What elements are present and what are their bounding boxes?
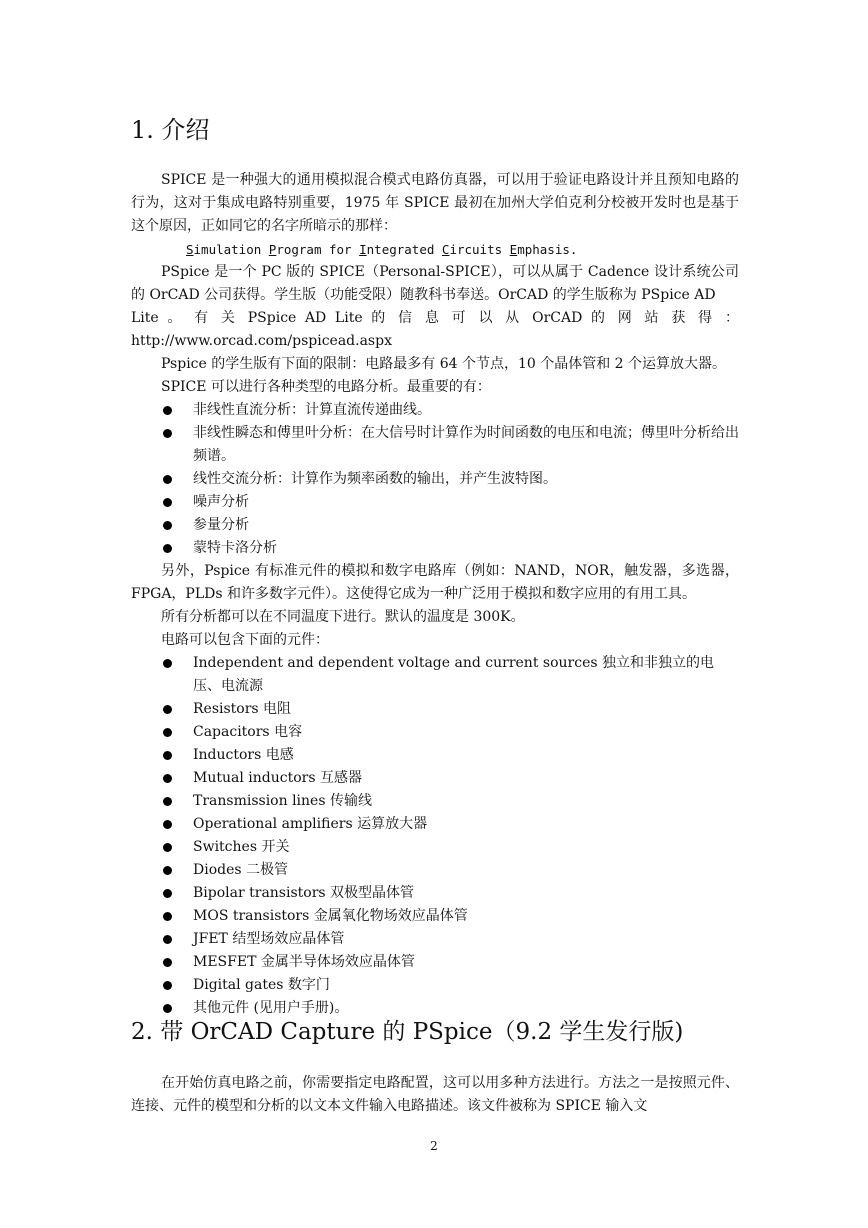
bullet-icon [163,820,172,829]
analysis-intro-paragraph: SPICE 可以进行各种类型的电路分析。最重要的有： [161,379,491,395]
intro-paragraph: SPICE 是一种强大的通用模拟混合模式电路仿真器，可以用于验证电路设计并且预知电路的行为，这对于集成电路特别重要，1975 年 SPICE 最初在加州大学伯克利分校被开发时也是基于这个原因，正如同它的名字所暗示的那样： [131,172,739,234]
acronym-letter-p: P [268,242,277,257]
bullet-icon [163,521,172,530]
spice-acronym [131,238,739,261]
list-item: 非线性瞬态和傅里叶分析：在大信号时计算作为时间函数的电压和电流；傅里叶分析给出频谱。 [131,422,739,468]
list-item: Capacitors 电容 [131,721,739,744]
list-item: Resistors 电阻 [131,698,739,721]
acronym-letter-e: E [509,242,518,257]
analysis-list [131,399,739,560]
bullet-icon [163,981,172,990]
acronym-letter-c: C [441,242,450,257]
orcad-url-link[interactable]: http://www.orcad.com/pspicead.aspx [131,333,392,349]
list-item: MOS transistors 金属氧化物场效应晶体管 [131,905,739,928]
pspice-lite-line: Lite 。 有 关 PSpice AD Lite 的 信 息 可 以 从 OrCAD 的 网 站 获 得 ： [131,310,739,326]
bullet-icon [163,935,172,944]
bullet-icon [163,958,172,967]
bullet-icon [163,774,172,783]
list-item: 噪声分析 [131,491,739,514]
section-1-body [131,169,739,1020]
list-item: Diodes 二极管 [131,859,739,882]
bullet-icon [163,797,172,806]
pspice-paragraph: PSpice 是一个 PC 版的 SPICE（Personal-SPICE），可以从属于 Cadence 设计系统公司的 OrCAD 公司获得。学生版（功能受限）随教科书奉送。OrCAD 的学生版称为 PSpice AD [131,264,739,303]
acronym-word-emphasis: mphasis. [517,242,578,257]
list-item: 蒙特卡洛分析 [131,537,739,560]
bullet-icon [163,498,172,507]
bullet-icon [163,475,172,484]
bullet-icon [163,866,172,875]
bullet-icon [163,1004,172,1013]
bullet-icon [163,429,172,438]
components-intro-paragraph: 电路可以包含下面的元件： [161,632,329,648]
list-item: JFET 结型场效应晶体管 [131,928,739,951]
section-2-paragraph: 在开始仿真电路之前，你需要指定电路配置，这可以用多种方法进行。方法之一是按照元件、连接、元件的模型和分析的以文本文件输入电路描述。该文件被称为 SPICE 输入文 [131,1075,739,1114]
bullet-icon [163,912,172,921]
bullet-icon [163,728,172,737]
library-paragraph: 另外，Pspice 有标准元件的模拟和数字电路库（例如：NAND，NOR，触发器，多选器，FPGA，PLDs 和许多数字元件）。这使得它成为一种广泛用于模拟和数字应用的有用工具。 [131,563,739,602]
component-list [131,652,739,1020]
list-item: Independent and dependent voltage and current sources 独立和非独立的电压、电流源 [131,652,739,698]
acronym-letter-i: I [359,242,367,257]
bullet-icon [163,705,172,714]
bullet-icon [163,659,172,668]
section-2-body [131,1072,739,1118]
acronym-letter-s: S [186,242,194,257]
list-item: 其他元件 (见用户手册)。 [131,997,739,1020]
bullet-icon [163,843,172,852]
acronym-word-program: rogram for [276,242,360,257]
list-item: 参量分析 [131,514,739,537]
list-item: Bipolar transistors 双极型晶体管 [131,882,739,905]
list-item: Transmission lines 传输线 [131,790,739,813]
list-item: 非线性直流分析：计算直流传递曲线。 [131,399,739,422]
bullet-icon [163,751,172,760]
bullet-icon [163,544,172,553]
list-item: Switches 开关 [131,836,739,859]
list-item: MESFET 金属半导体场效应晶体管 [131,951,739,974]
section-2-heading: 2. 带 OrCAD Capture 的 PSpice（9.2 学生发行版) [131,1019,684,1045]
student-limits-paragraph: Pspice 的学生版有下面的限制：电路最多有 64 个节点，10 个晶体管和 2 个运算放大器。 [161,356,727,372]
list-item: 线性交流分析：计算作为频率函数的输出，并产生波特图。 [131,468,739,491]
acronym-word-simulation: imulation [193,242,269,257]
list-item: Mutual inductors 互感器 [131,767,739,790]
page-number: 2 [430,1139,438,1153]
section-1-heading: 1. 介绍 [131,116,210,144]
list-item: Operational amplifiers 运算放大器 [131,813,739,836]
bullet-icon [163,889,172,898]
acronym-word-integrated: ntegrated [366,242,442,257]
acronym-word-circuits: ircuits [449,242,510,257]
list-item: Digital gates 数字门 [131,974,739,997]
bullet-icon [163,406,172,415]
list-item: Inductors 电感 [131,744,739,767]
temperature-paragraph: 所有分析都可以在不同温度下进行。默认的温度是 300K。 [161,609,525,625]
